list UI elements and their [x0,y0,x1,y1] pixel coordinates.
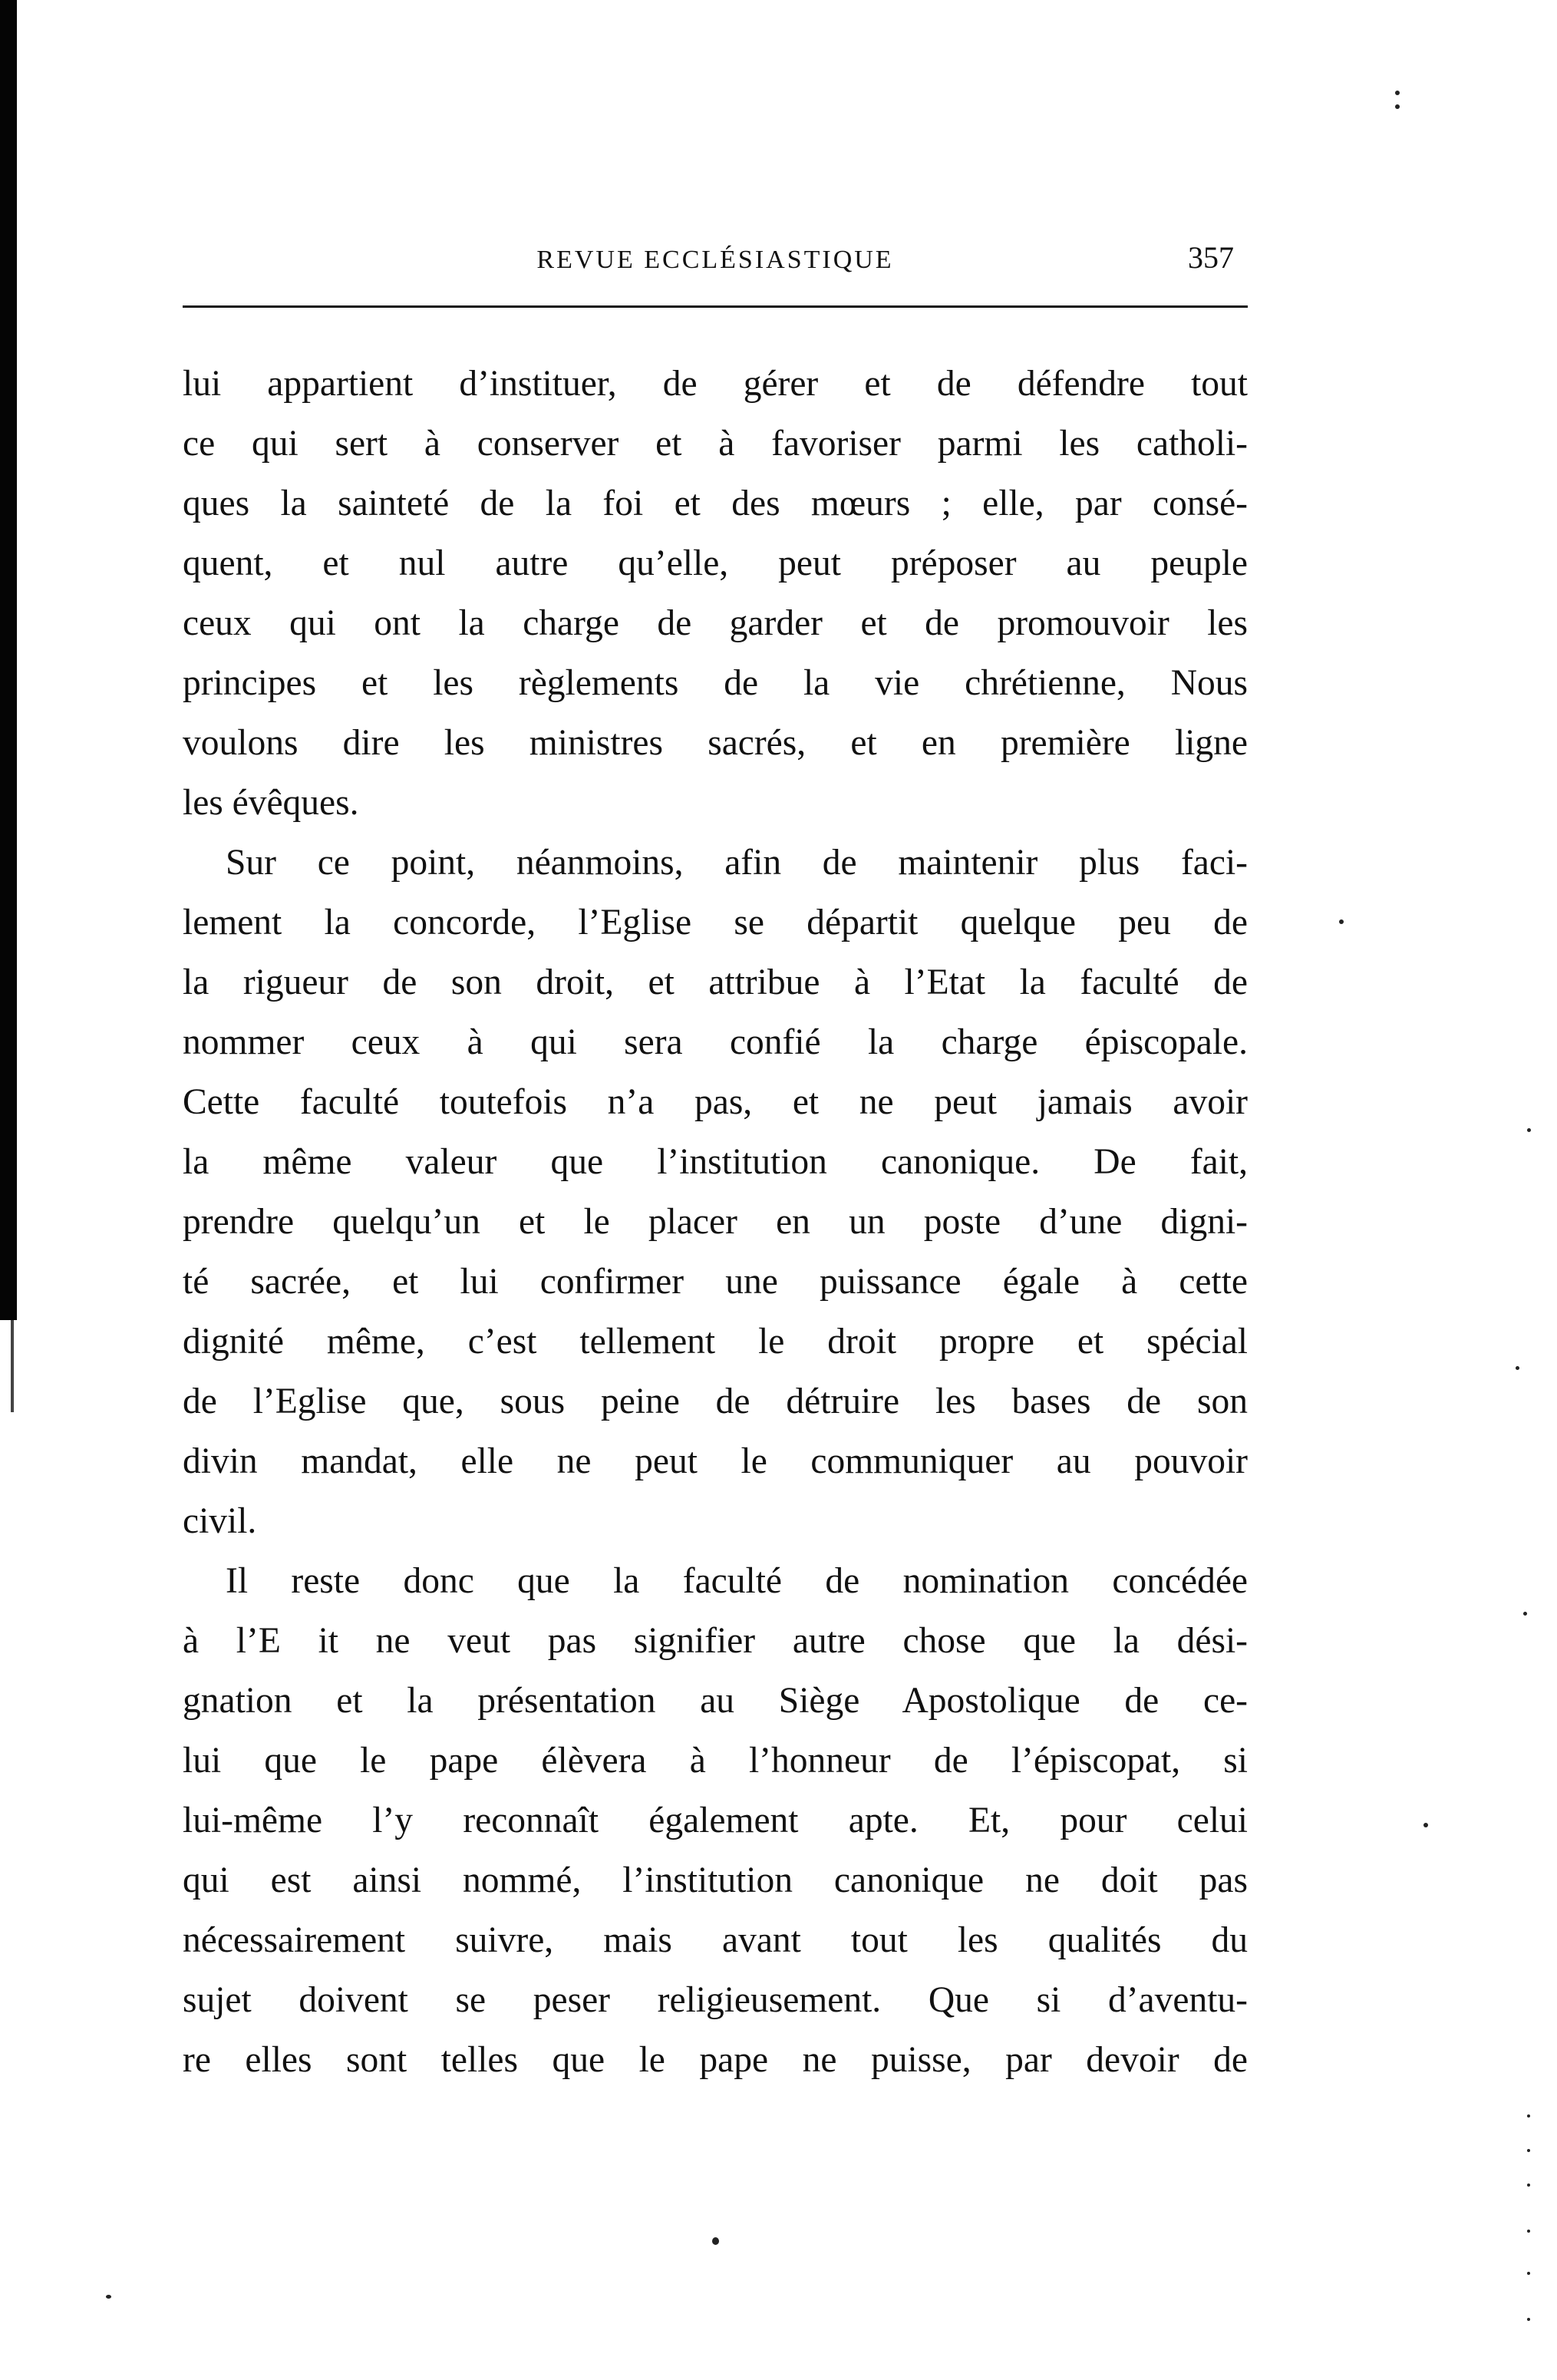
running-title: REVUE ECCLÉSIASTIQUE [536,246,894,274]
scan-speck [1516,1366,1519,1370]
text-line: la rigueur de son droit, et attribue à l’Etat la faculté de [183,962,1248,1002]
text-line: Sur ce point, néanmoins, afin de maintenir plus faci- [226,843,1248,883]
text-line: té sacrée, et lui confirmer une puissance égale à cette [183,1262,1248,1302]
scan-speck [1423,1823,1428,1827]
text-line: re elles sont telles que le pape ne puisse, par devoir de [183,2040,1248,2080]
scan-speck [1527,2114,1530,2118]
scan-speck [1527,2149,1530,2152]
text-line: lui que le pape élèvera à l’honneur de l’épiscopat, si [183,1741,1248,1781]
scan-speck [106,2295,111,2299]
text-line: Cette faculté toutefois n’a pas, et ne peut jamais avoir [183,1082,1248,1122]
text-line: voulons dire les ministres sacrés, et en première ligne [183,723,1248,763]
scan-speck [1395,91,1400,95]
scan-speck [1527,2272,1530,2275]
text-line: lement la concorde, l’Eglise se départit quelque peu de [183,903,1248,942]
text-line: dignité même, c’est tellement le droit propre et spécial [183,1322,1248,1362]
text-line: nécessairement suivre, mais avant tout les qualités du [183,1920,1248,1960]
running-head [183,230,1248,292]
text-line: ce qui sert à conserver et à favoriser parmi les catholi- [183,424,1248,464]
scan-speck [1527,2184,1530,2187]
text-line: ques la sainteté de la foi et des mœurs ; elle, par consé- [183,484,1248,523]
text-line: à l’E it ne veut pas signifier autre chose que la dési- [183,1621,1248,1661]
text-line: divin mandat, elle ne peut le communiquer au pouvoir [183,1441,1248,1481]
paragraph-3 [183,1551,1248,2090]
text-line: lui-même l’y reconnaît également apte. Et, pour celui [183,1801,1248,1840]
scan-speck [1395,104,1400,109]
text-line: civil. [183,1501,257,1541]
scan-speck [712,2237,719,2245]
text-line: les évêques. [183,783,359,823]
paragraph-1 [183,354,1248,833]
header-rule [183,305,1248,308]
text-line: sujet doivent se peser religieusement. Que si d’aventu- [183,1980,1248,2020]
scan-binding-edge [0,0,17,1320]
text-line: lui appartient d’instituer, de gérer et de défendre tout [183,364,1248,404]
scan-binding-edge-lower [11,1320,14,1412]
text-line: la même valeur que l’institution canonique. De fait, [183,1142,1248,1182]
scan-speck [1527,1128,1531,1132]
text-line: quent, et nul autre qu’elle, peut préposer au peuple [183,543,1248,583]
scan-speck [1339,919,1344,924]
text-line: gnation et la présentation au Siège Apostolique de ce- [183,1681,1248,1721]
scan-speck [1523,1612,1527,1616]
page-number: 357 [1188,240,1234,275]
text-line: qui est ainsi nommé, l’institution canonique ne doit pas [183,1860,1248,1900]
scan-speck [1527,2318,1530,2321]
paragraph-2 [183,833,1248,1551]
text-line: ceux qui ont la charge de garder et de promouvoir les [183,603,1248,643]
text-line: prendre quelqu’un et le placer en un poste d’une digni- [183,1202,1248,1242]
text-line: Il reste donc que la faculté de nomination concédée [226,1561,1248,1601]
text-line: de l’Eglise que, sous peine de détruire les bases de son [183,1381,1248,1421]
text-line: principes et les règlements de la vie chrétienne, Nous [183,663,1248,703]
scan-speck [1527,2230,1530,2233]
text-line: nommer ceux à qui sera confié la charge épiscopale. [183,1022,1248,1062]
body-text [183,354,1248,2090]
book-page [183,230,1248,2090]
